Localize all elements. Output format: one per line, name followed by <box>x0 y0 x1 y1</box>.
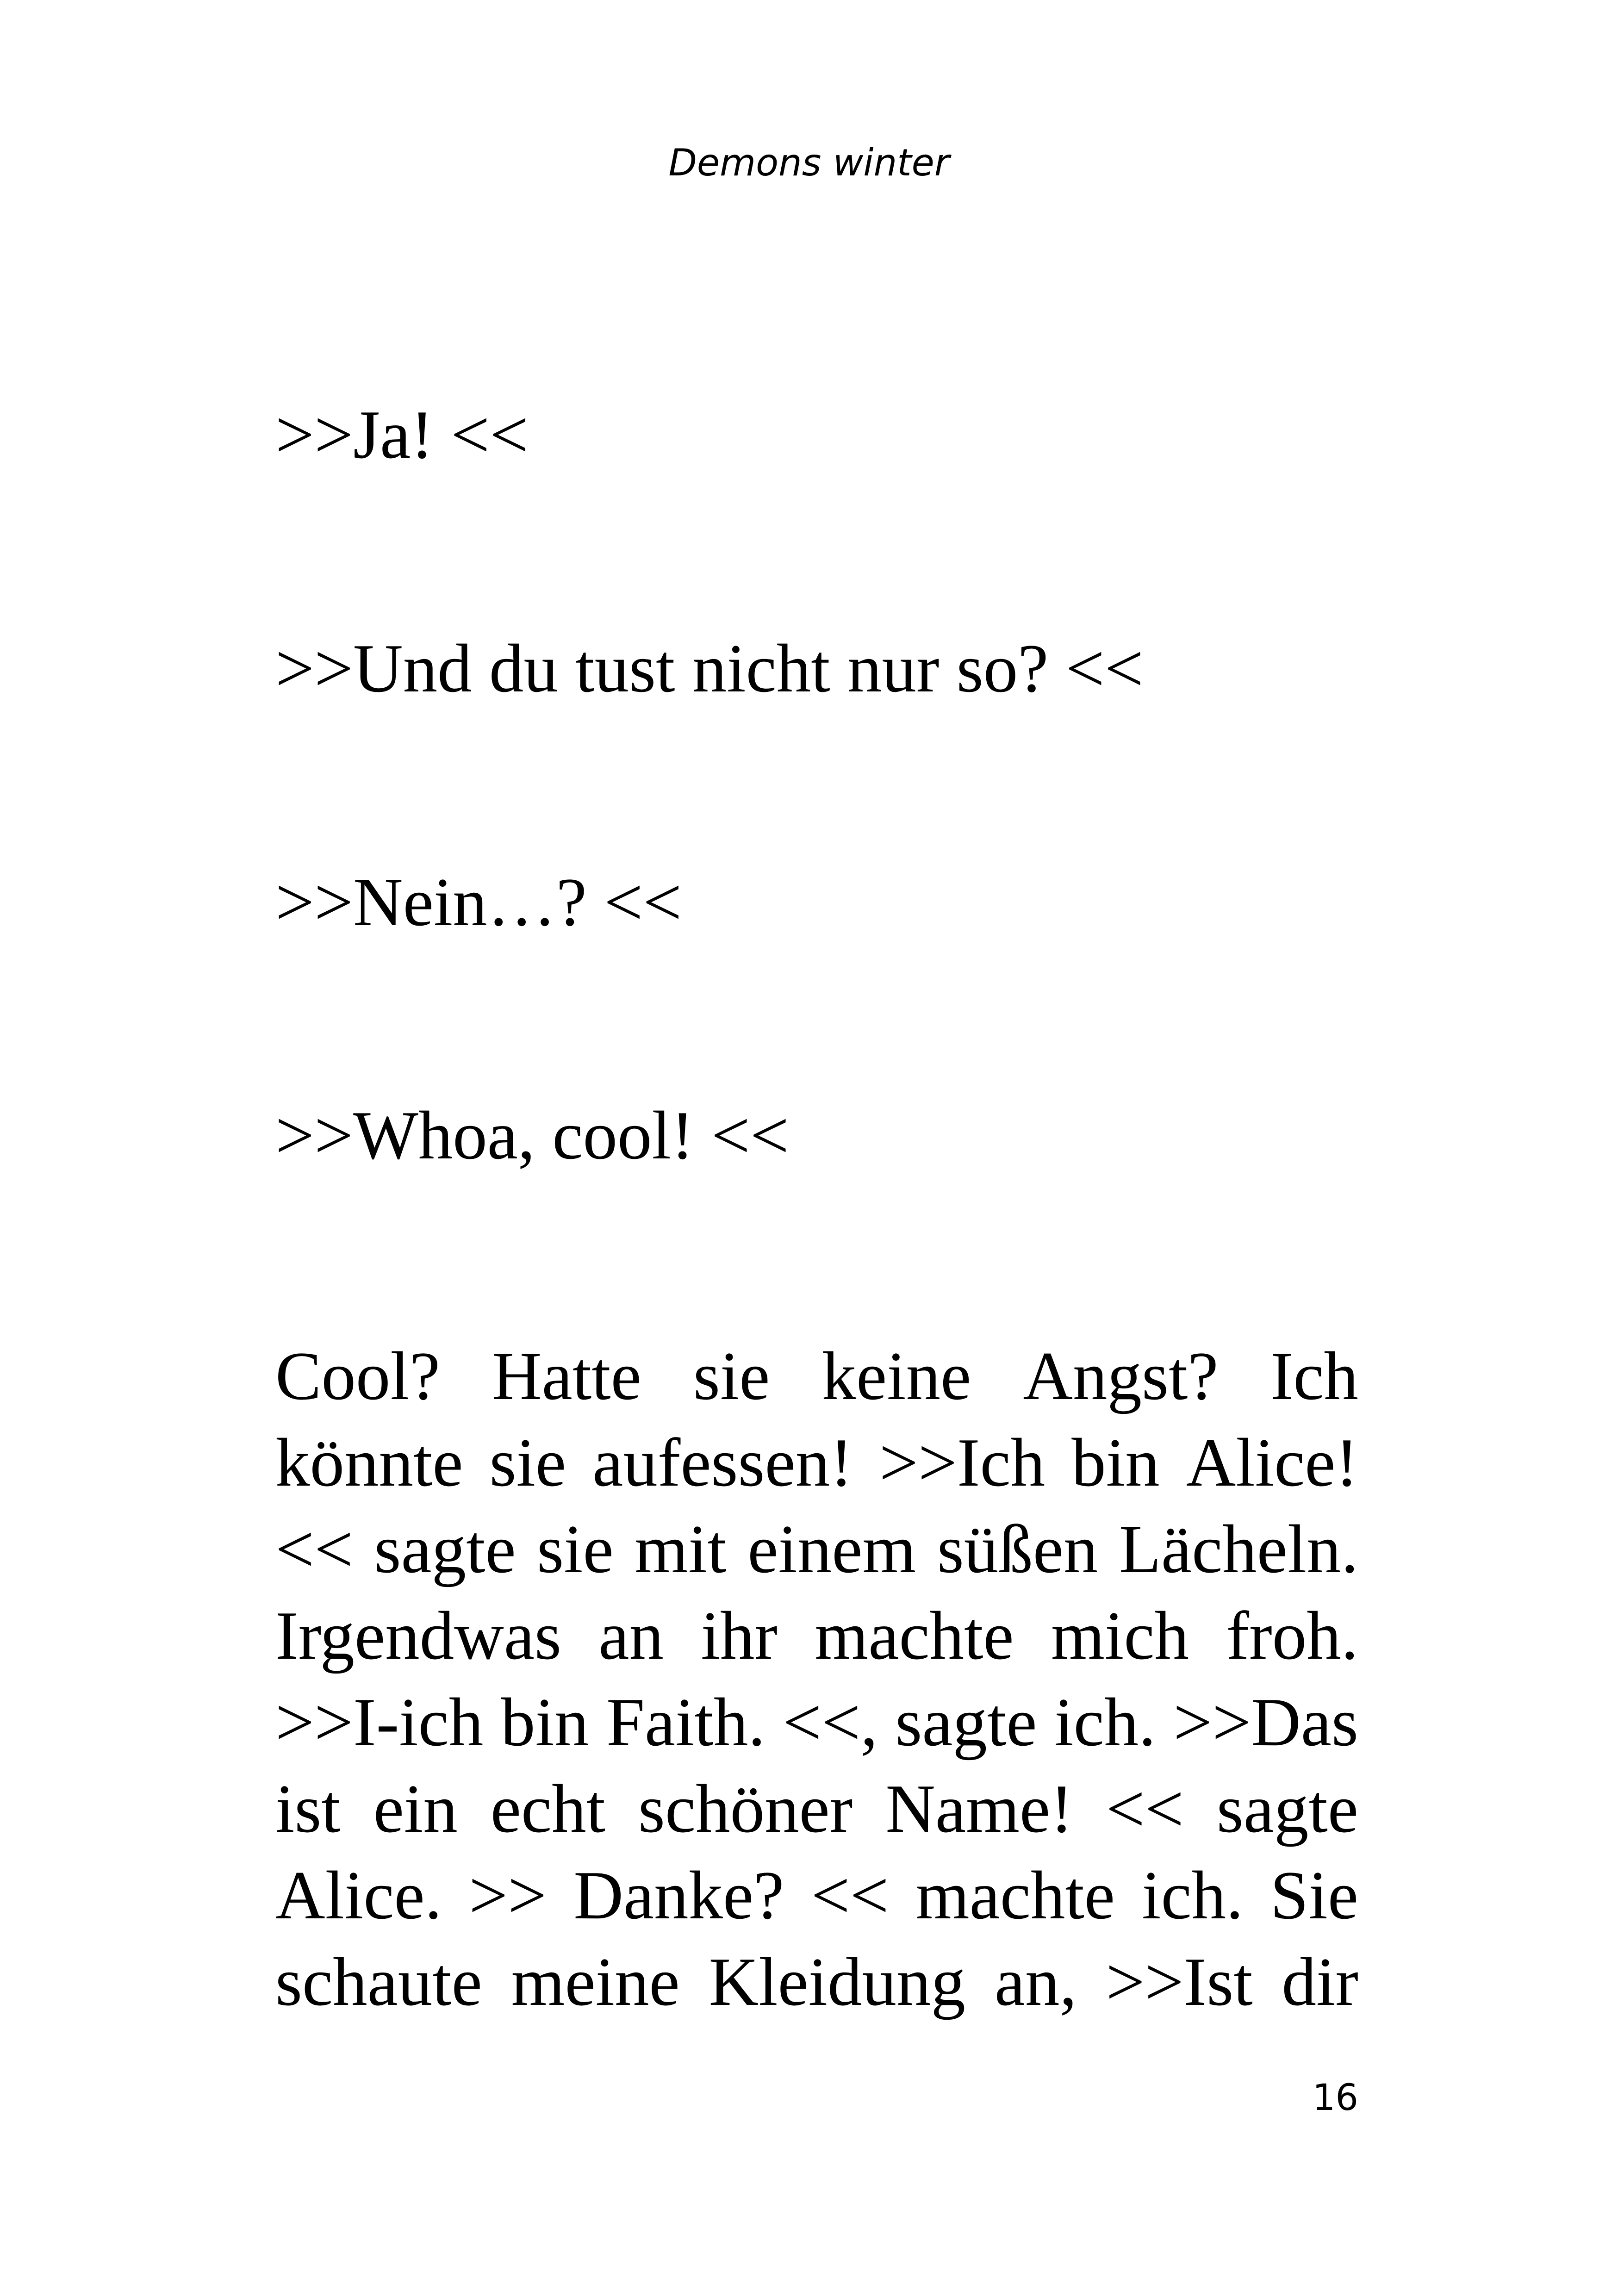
dialogue-line: >>Nein…? << <box>275 864 682 940</box>
paragraph-line: schaute meine Kleidung an, >>Ist dir <box>275 1944 1358 2020</box>
paragraph-line: könnte sie aufessen! >>Ich bin Alice! <box>275 1425 1358 1501</box>
paragraph-line: Alice. >> Danke? << machte ich. Sie <box>275 1857 1358 1934</box>
running-header-title: Demons winter <box>668 141 950 184</box>
paragraph-line: ist ein echt schöner Name! << sagte <box>275 1771 1358 1847</box>
dialogue-line: >>Whoa, cool! << <box>275 1097 789 1174</box>
paragraph-line: Cool? Hatte sie keine Angst? Ich <box>275 1338 1358 1414</box>
narrative-paragraph <box>275 1333 1358 2025</box>
dialogue-line: >>Ja! << <box>275 397 529 473</box>
page-number: 16 <box>1312 2077 1358 2119</box>
dialogue-line: >>Und du tust nicht nur so? << <box>275 630 1144 707</box>
paragraph-line: << sagte sie mit einem süßen Lächeln. <box>275 1511 1358 1587</box>
paragraph-line: >>I-ich bin Faith. <<, sagte ich. >>Das <box>275 1684 1358 1761</box>
paragraph-line: Irgendwas an ihr machte mich froh. <box>275 1598 1358 1674</box>
